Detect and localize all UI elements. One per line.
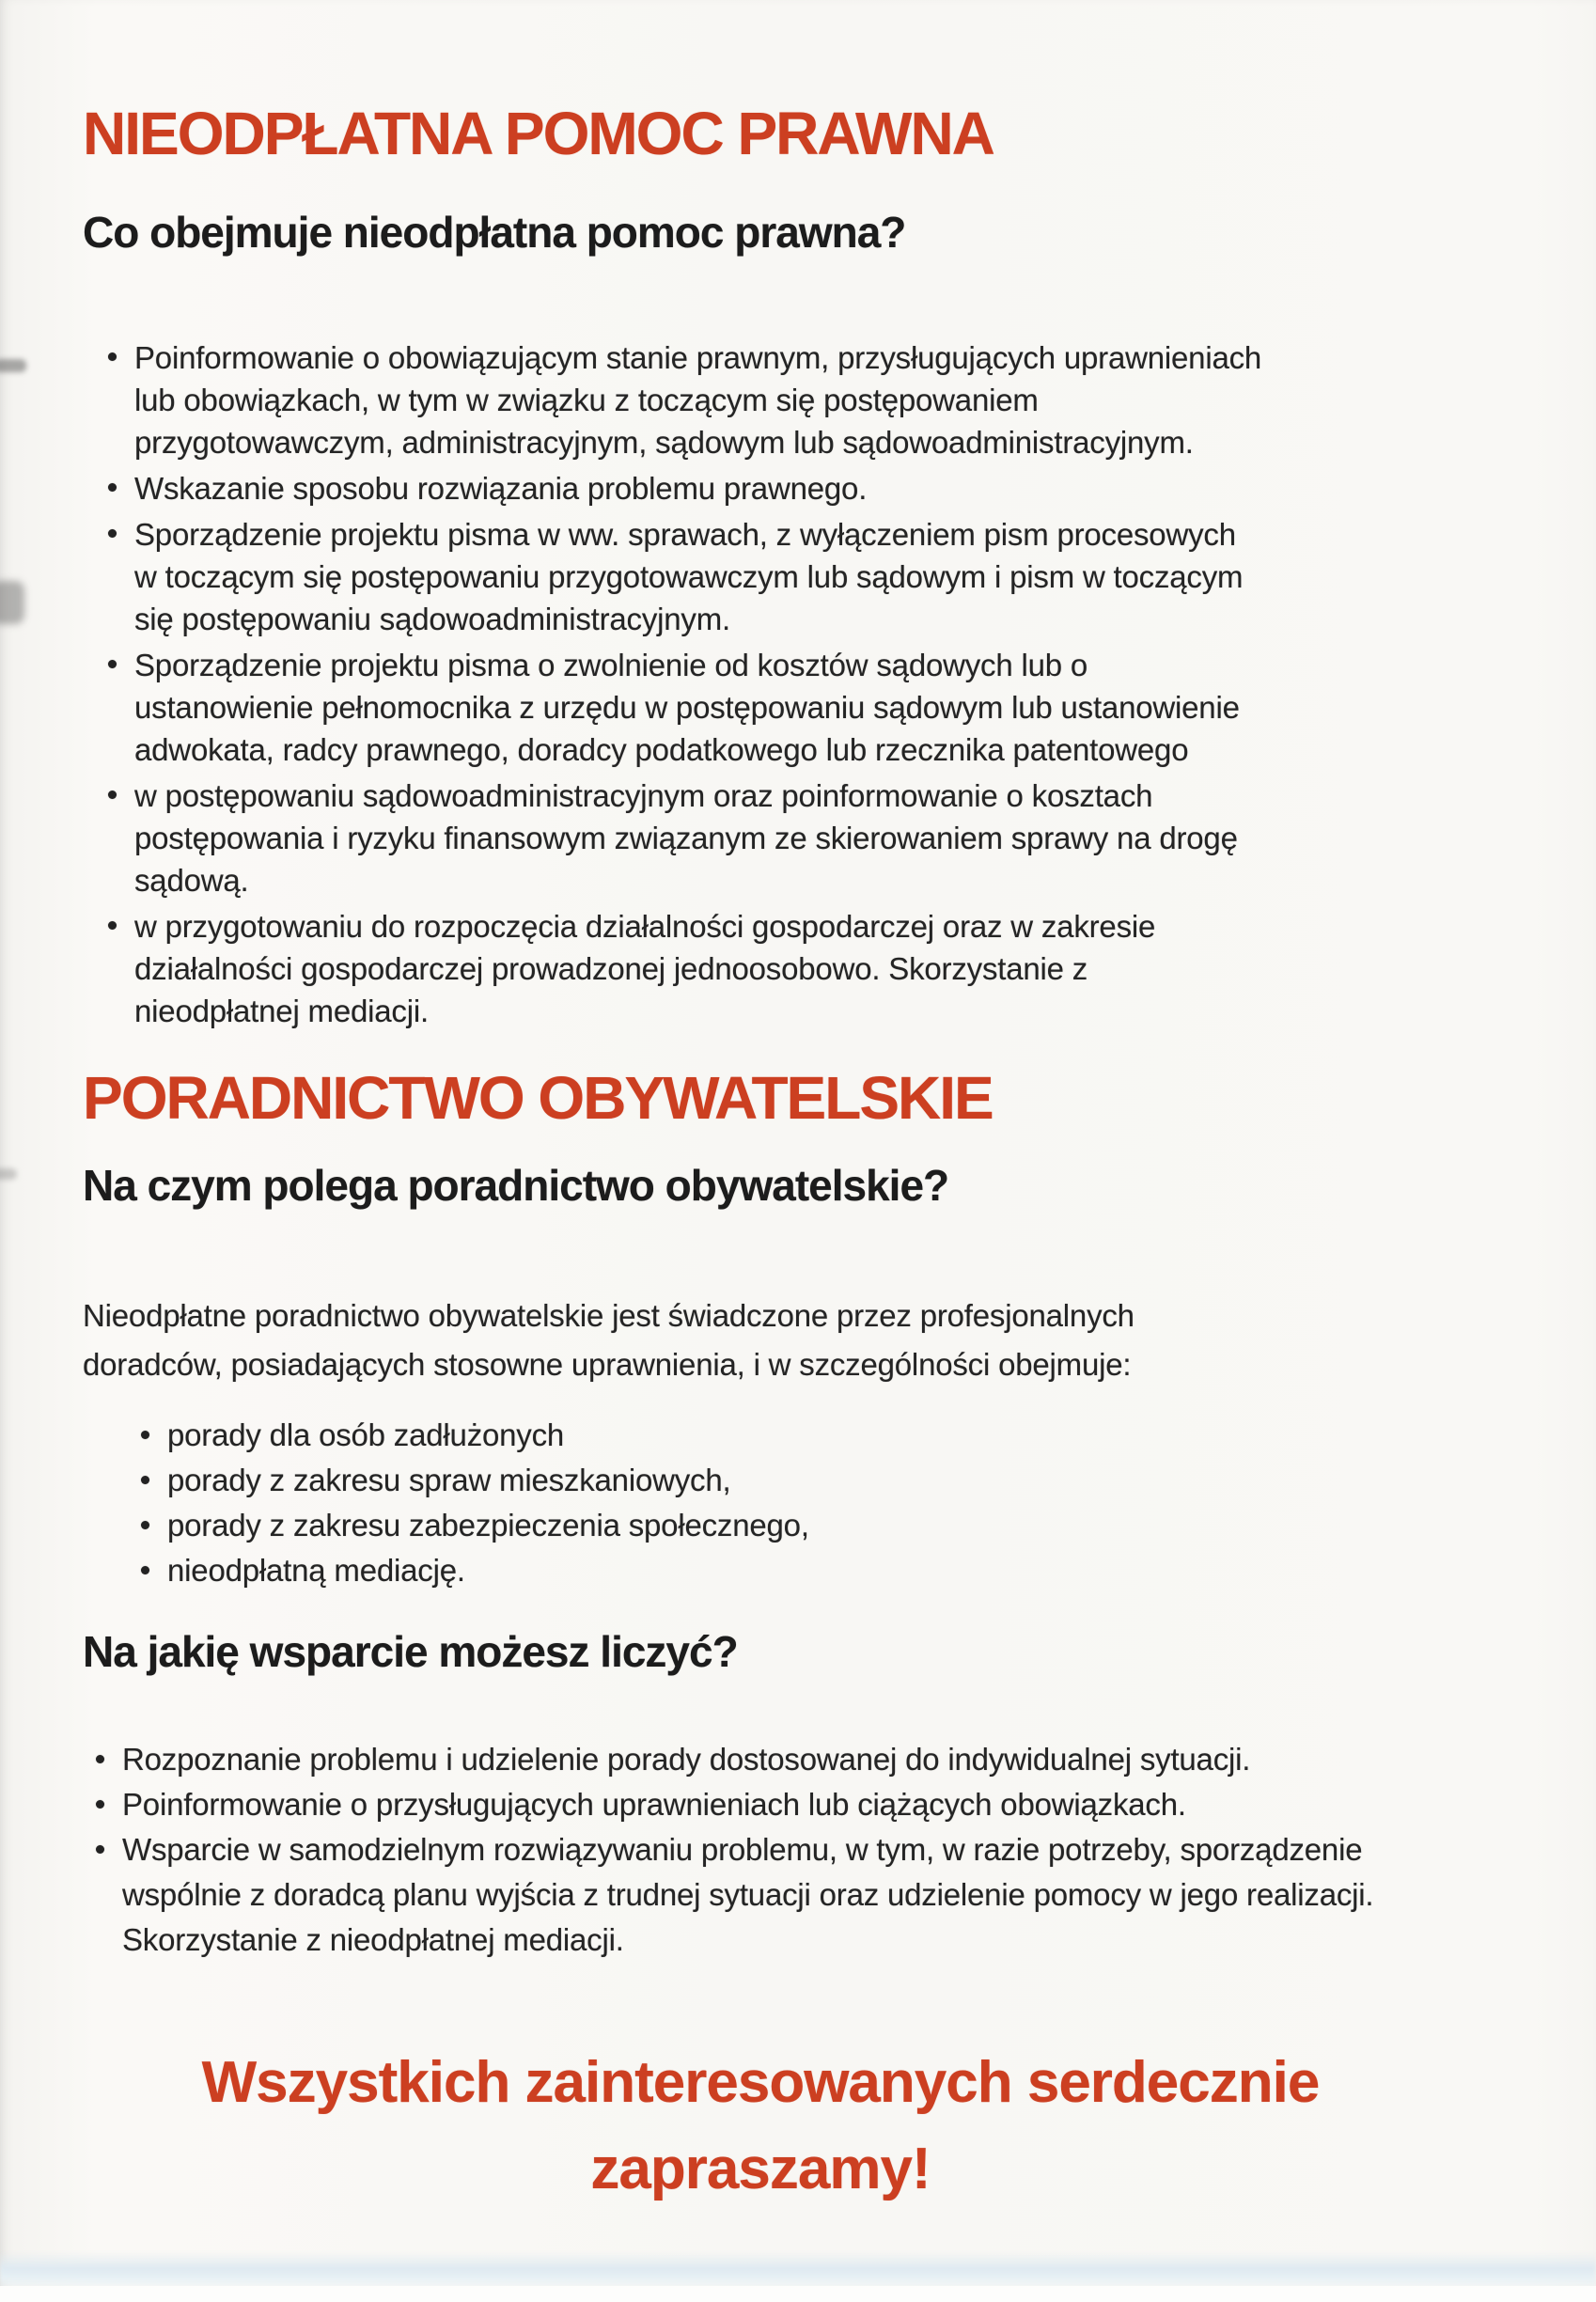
section2-subtitle: Na czym polega poradnictwo obywatelskie?	[83, 1161, 949, 1210]
bullet-line: Sporządzenie projektu pisma w ww. sprawach, z wyłączeniem pism procesowych	[134, 517, 1236, 552]
civic-advice-topics-list	[83, 1419, 1596, 1587]
bullet-line: lub obowiązkach, w tym w związku z toczącym się postępowaniem	[134, 383, 1039, 417]
bullet-line: się postępowaniu sądowoadministracyjnym.	[134, 602, 730, 636]
bullet-line: porady z zakresu spraw mieszkaniowych,	[167, 1463, 731, 1497]
bullet-line: Poinformowanie o przysługujących uprawnieniach lub ciążących obowiązkach.	[122, 1787, 1186, 1822]
bullet-line: wspólnie z doradcą planu wyjścia z trudnej sytuacji oraz udzielenie pomocy w jego realizacji.	[122, 1877, 1374, 1912]
bullet-line: działalności gospodarczej prowadzonej jednoosobowo. Skorzystanie z	[134, 951, 1088, 986]
bullet-item	[83, 1782, 1596, 1827]
bullet-dot-icon	[108, 660, 117, 668]
scan-edge-bottom	[0, 2286, 1596, 2302]
bullet-item	[83, 644, 1596, 771]
bullet-line: przygotowawczym, administracyjnym, sądowym lub sądowoadministracyjnym.	[134, 425, 1194, 460]
bullet-dot-icon	[96, 1845, 104, 1854]
bullet-line: w postępowaniu sądowoadministracyjnym oraz poinformowanie o kosztach	[134, 778, 1153, 813]
bullet-line: Wskazanie sposobu rozwiązania problemu prawnego.	[134, 471, 868, 506]
bullet-line: porady z zakresu zabezpieczenia społecznego,	[167, 1508, 809, 1542]
section1-subtitle: Co obejmuje nieodpłatna pomoc prawna?	[83, 208, 906, 257]
support-subheading: Na jakię wsparcie możesz liczyć?	[83, 1627, 738, 1676]
bullet-dot-icon	[108, 352, 117, 361]
bullet-line: postępowania i ryzyku finansowym związanym ze skierowaniem sprawy na drogę	[134, 821, 1238, 855]
intro-line: doradców, posiadających stosowne uprawnienia, i w szczególności obejmuje:	[83, 1347, 1132, 1382]
closing-line: Wszystkich zainteresowanych serdecznie	[201, 2050, 1320, 2115]
closing-invitation	[0, 2040, 1521, 2213]
bullet-item	[83, 1555, 1596, 1587]
section2-intro	[83, 1292, 1596, 1389]
bullet-dot-icon	[108, 483, 117, 492]
closing-line: zapraszamy!	[590, 2137, 931, 2201]
bullet-item	[83, 1419, 1596, 1451]
bullet-line: Poinformowanie o obowiązującym stanie prawnym, przysługujących uprawnieniach	[134, 340, 1262, 375]
bullet-item	[83, 337, 1596, 463]
bullet-item	[83, 1737, 1596, 1782]
bullet-line: Wsparcie w samodzielnym rozwiązywaniu problemu, w tym, w razie potrzeby, sporządzenie	[122, 1832, 1363, 1867]
bullet-line: Skorzystanie z nieodpłatnej mediacji.	[122, 1922, 624, 1957]
main-title: NIEODPŁATNA POMOC PRAWNA	[83, 100, 994, 167]
bullet-item	[83, 1827, 1596, 1963]
support-bullet-list	[83, 1737, 1596, 1963]
bullet-dot-icon	[141, 1431, 149, 1439]
bullet-item	[83, 513, 1596, 640]
scan-edge-band	[0, 2252, 1596, 2288]
bullet-dot-icon	[108, 921, 117, 930]
intro-line: Nieodpłatne poradnictwo obywatelskie jest świadczone przez profesjonalnych	[83, 1298, 1134, 1333]
bullet-line: ustanowienie pełnomocnika z urzędu w postępowaniu sądowym lub ustanowienie	[134, 690, 1240, 725]
bullet-line: w przygotowaniu do rozpoczęcia działalności gospodarczej oraz w zakresie	[134, 909, 1156, 944]
bullet-item	[83, 467, 1596, 509]
bullet-dot-icon	[108, 791, 117, 799]
bullet-line: adwokata, radcy prawnego, doradcy podatkowego lub rzecznika patentowego	[134, 732, 1189, 767]
bullet-line: nieodpłatnej mediacji.	[134, 994, 429, 1028]
bullet-dot-icon	[141, 1476, 149, 1484]
bullet-dot-icon	[96, 1755, 104, 1763]
bullet-line: Rozpoznanie problemu i udzielenie porady dostosowanej do indywidualnej sytuacji.	[122, 1742, 1251, 1777]
bullet-line: w toczącym się postępowaniu przygotowawczym lub sądowym i pism w toczącym	[134, 559, 1244, 594]
bullet-dot-icon	[96, 1800, 104, 1809]
bullet-line: Sporządzenie projektu pisma o zwolnienie od kosztów sądowych lub o	[134, 648, 1088, 682]
legal-aid-bullet-list	[83, 337, 1596, 1032]
section2-title: PORADNICTWO OBYWATELSKIE	[83, 1064, 993, 1132]
bullet-dot-icon	[141, 1566, 149, 1574]
bullet-line: porady dla osób zadłużonych	[167, 1417, 565, 1452]
bullet-line: sądową.	[134, 863, 249, 898]
bullet-line: nieodpłatną mediację.	[167, 1553, 465, 1588]
bullet-item	[83, 1510, 1596, 1542]
bullet-dot-icon	[141, 1521, 149, 1529]
bullet-item	[83, 775, 1596, 901]
bullet-item	[83, 1464, 1596, 1496]
bullet-item	[83, 905, 1596, 1032]
bullet-dot-icon	[108, 529, 117, 538]
